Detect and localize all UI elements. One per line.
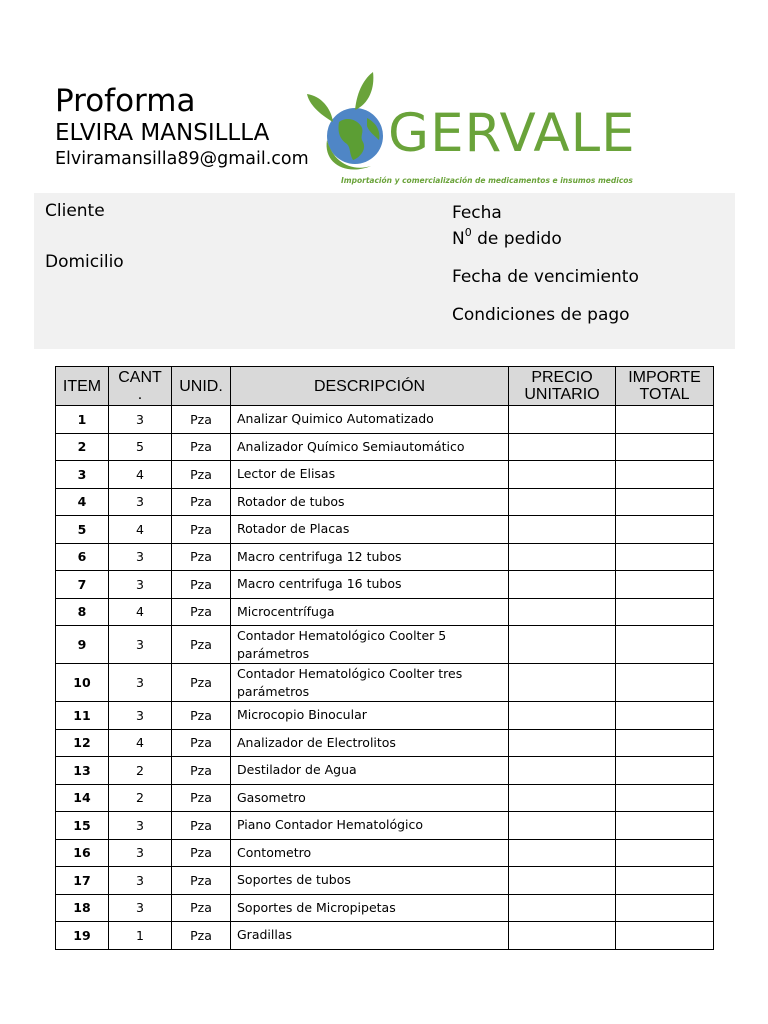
- cell-cant: 3: [109, 626, 172, 664]
- logo-wordmark: GERVALE: [388, 103, 636, 164]
- cell-cant: 3: [109, 839, 172, 867]
- cell-unid: Pza: [172, 433, 231, 461]
- cell-importe-total: [616, 461, 714, 489]
- label-condiciones: Condiciones de pago: [452, 305, 630, 325]
- table-row: [56, 894, 714, 922]
- cell-descripcion: Lector de Elisas: [231, 461, 509, 489]
- cell-precio-unitario: [509, 488, 616, 516]
- cell-cant: 4: [109, 598, 172, 626]
- cell-precio-unitario: [509, 757, 616, 785]
- cell-item: 8: [56, 598, 109, 626]
- cell-cant: 3: [109, 867, 172, 895]
- cell-descripcion: Analizar Quimico Automatizado: [231, 406, 509, 434]
- cell-cant: 4: [109, 461, 172, 489]
- cell-cant: 3: [109, 812, 172, 840]
- items-table: [55, 366, 714, 950]
- cell-item: 1: [56, 406, 109, 434]
- table-row: [56, 488, 714, 516]
- cell-importe-total: [616, 598, 714, 626]
- cell-item: 6: [56, 543, 109, 571]
- cell-descripcion: Analizador de Electrolitos: [231, 729, 509, 757]
- cell-precio-unitario: [509, 571, 616, 599]
- cell-cant: 3: [109, 702, 172, 730]
- cell-descripcion: Rotador de tubos: [231, 488, 509, 516]
- cell-importe-total: [616, 626, 714, 664]
- pedido-prefix: N: [452, 229, 465, 249]
- cell-cant: 3: [109, 488, 172, 516]
- cell-item: 16: [56, 839, 109, 867]
- table-row: [56, 839, 714, 867]
- table-row: [56, 784, 714, 812]
- cell-unid: Pza: [172, 488, 231, 516]
- cell-precio-unitario: [509, 839, 616, 867]
- header-importe-total: IMPORTE TOTAL: [616, 367, 714, 406]
- cell-unid: Pza: [172, 406, 231, 434]
- table-row: [56, 406, 714, 434]
- label-cliente: Cliente: [45, 201, 105, 221]
- cell-unid: Pza: [172, 461, 231, 489]
- cell-precio-unitario: [509, 702, 616, 730]
- cell-item: 15: [56, 812, 109, 840]
- logo-tagline: Importación y comercialización de medicamentos e insumos medicos: [341, 176, 633, 185]
- cell-item: 9: [56, 626, 109, 664]
- cell-importe-total: [616, 571, 714, 599]
- cell-importe-total: [616, 922, 714, 950]
- gervale-logo: [303, 70, 660, 190]
- cell-descripcion: Gradillas: [231, 922, 509, 950]
- cell-descripcion: Soportes de Micropipetas: [231, 894, 509, 922]
- cell-precio-unitario: [509, 461, 616, 489]
- cell-unid: Pza: [172, 757, 231, 785]
- cell-item: 19: [56, 922, 109, 950]
- cell-item: 18: [56, 894, 109, 922]
- cell-item: 14: [56, 784, 109, 812]
- cell-item: 7: [56, 571, 109, 599]
- cell-precio-unitario: [509, 894, 616, 922]
- cell-precio-unitario: [509, 867, 616, 895]
- cell-importe-total: [616, 839, 714, 867]
- cell-cant: 3: [109, 571, 172, 599]
- cell-importe-total: [616, 784, 714, 812]
- cell-precio-unitario: [509, 626, 616, 664]
- cell-cant: 4: [109, 516, 172, 544]
- table-row: [56, 702, 714, 730]
- cell-descripcion: Destilador de Agua: [231, 757, 509, 785]
- cell-unid: Pza: [172, 894, 231, 922]
- cell-importe-total: [616, 543, 714, 571]
- cell-descripcion: Macro centrifuga 16 tubos: [231, 571, 509, 599]
- cell-item: 12: [56, 729, 109, 757]
- table-row: [56, 757, 714, 785]
- cell-descripcion: Contometro: [231, 839, 509, 867]
- cell-importe-total: [616, 433, 714, 461]
- label-fecha: Fecha: [452, 203, 502, 223]
- cell-importe-total: [616, 702, 714, 730]
- table-row: [56, 598, 714, 626]
- cell-descripcion: Piano Contador Hematológico: [231, 812, 509, 840]
- document-title: Proforma: [55, 83, 196, 119]
- table-row: [56, 812, 714, 840]
- issuer-email: Elviramansilla89@gmail.com: [55, 149, 309, 169]
- table-row: [56, 867, 714, 895]
- cell-precio-unitario: [509, 543, 616, 571]
- cell-cant: 1: [109, 922, 172, 950]
- cell-precio-unitario: [509, 812, 616, 840]
- cell-unid: Pza: [172, 812, 231, 840]
- header-descripcion: DESCRIPCIÓN: [231, 367, 509, 406]
- cell-descripcion: Soportes de tubos: [231, 867, 509, 895]
- cell-precio-unitario: [509, 516, 616, 544]
- cell-importe-total: [616, 516, 714, 544]
- table-row: [56, 543, 714, 571]
- cell-cant: 2: [109, 757, 172, 785]
- cell-unid: Pza: [172, 571, 231, 599]
- cell-unid: Pza: [172, 702, 231, 730]
- cell-importe-total: [616, 406, 714, 434]
- cell-item: 11: [56, 702, 109, 730]
- cell-unid: Pza: [172, 664, 231, 702]
- cell-descripcion: Rotador de Placas: [231, 516, 509, 544]
- cell-precio-unitario: [509, 433, 616, 461]
- cell-item: 13: [56, 757, 109, 785]
- leaf-top: [355, 72, 373, 110]
- header-precio-unitario: PRECIO UNITARIO: [509, 367, 616, 406]
- cell-importe-total: [616, 488, 714, 516]
- cell-unid: Pza: [172, 626, 231, 664]
- label-domicilio: Domicilio: [45, 252, 124, 272]
- cell-cant: 3: [109, 894, 172, 922]
- cell-item: 4: [56, 488, 109, 516]
- cell-unid: Pza: [172, 784, 231, 812]
- cell-cant: 4: [109, 729, 172, 757]
- cell-cant: 3: [109, 406, 172, 434]
- cell-precio-unitario: [509, 729, 616, 757]
- cell-cant: 3: [109, 543, 172, 571]
- leaf-left: [307, 94, 333, 122]
- cell-descripcion: Contador Hematológico Coolter 5 parámetros: [231, 626, 509, 664]
- cell-unid: Pza: [172, 922, 231, 950]
- cell-precio-unitario: [509, 784, 616, 812]
- cell-unid: Pza: [172, 543, 231, 571]
- label-pedido: [452, 226, 562, 249]
- cell-precio-unitario: [509, 598, 616, 626]
- cell-item: 5: [56, 516, 109, 544]
- table-row: [56, 461, 714, 489]
- cell-item: 17: [56, 867, 109, 895]
- table-row: [56, 729, 714, 757]
- table-row: [56, 433, 714, 461]
- table-header-row: [56, 367, 714, 406]
- cell-unid: Pza: [172, 867, 231, 895]
- cell-descripcion: Microcentrífuga: [231, 598, 509, 626]
- table-row: [56, 626, 714, 664]
- label-vencimiento: Fecha de vencimiento: [452, 267, 639, 287]
- cell-descripcion: Contador Hematológico Coolter tres parámetros: [231, 664, 509, 702]
- pedido-superscript: 0: [464, 226, 472, 239]
- cell-item: 2: [56, 433, 109, 461]
- header-cant: CANT .: [109, 367, 172, 406]
- cell-cant: 2: [109, 784, 172, 812]
- table-row: [56, 922, 714, 950]
- cell-descripcion: Macro centrifuga 12 tubos: [231, 543, 509, 571]
- table-row: [56, 571, 714, 599]
- cell-descripcion: Microcopio Binocular: [231, 702, 509, 730]
- cell-precio-unitario: [509, 664, 616, 702]
- cell-item: 10: [56, 664, 109, 702]
- cell-importe-total: [616, 812, 714, 840]
- pedido-suffix: de pedido: [471, 229, 562, 249]
- cell-importe-total: [616, 729, 714, 757]
- cell-unid: Pza: [172, 516, 231, 544]
- cell-importe-total: [616, 894, 714, 922]
- cell-importe-total: [616, 664, 714, 702]
- cell-importe-total: [616, 867, 714, 895]
- cell-precio-unitario: [509, 922, 616, 950]
- header-item: ITEM: [56, 367, 109, 406]
- issuer-name: ELVIRA MANSILLLA: [55, 120, 270, 146]
- table-row: [56, 664, 714, 702]
- cell-precio-unitario: [509, 406, 616, 434]
- cell-unid: Pza: [172, 598, 231, 626]
- cell-importe-total: [616, 757, 714, 785]
- cell-descripcion: Analizador Químico Semiautomático: [231, 433, 509, 461]
- cell-item: 3: [56, 461, 109, 489]
- client-info-box: [34, 193, 735, 349]
- header-unid: UNID.: [172, 367, 231, 406]
- table-row: [56, 516, 714, 544]
- cell-cant: 5: [109, 433, 172, 461]
- cell-descripcion: Gasometro: [231, 784, 509, 812]
- cell-cant: 3: [109, 664, 172, 702]
- cell-unid: Pza: [172, 839, 231, 867]
- cell-unid: Pza: [172, 729, 231, 757]
